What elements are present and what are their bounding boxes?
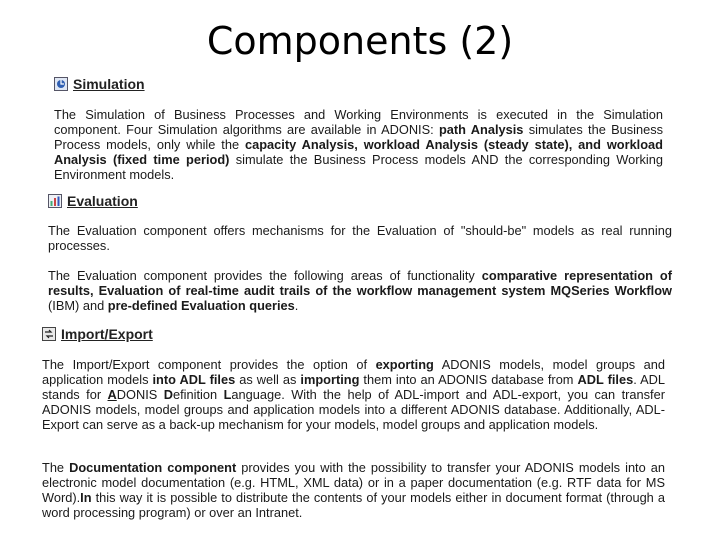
simulation-icon: [54, 77, 68, 91]
simulation-paragraph: The Simulation of Business Processes and Working Environments is executed in the Simulation component. Four Simulation algorithms are available in ADONIS: path Analysis simulates the Business Process models, only while the capacity Analysis, workload Analysis (steady state), and workload Analysis (fixed time period) simulate the Business Process models AND the corresponding Working Environment models.: [54, 107, 664, 182]
evaluation-heading: [48, 193, 138, 209]
import-export-heading: [42, 326, 153, 342]
evaluation-paragraph-1: The Evaluation component offers mechanisms for the Evaluation of "should-be" models as real running processes.: [48, 223, 672, 253]
evaluation-paragraph-2: The Evaluation component provides the following areas of functionality comparative representation of results, Evaluation of real-time audit trails of the workflow management system MQSeries Workflow (IBM) and pre-defined Evaluation queries.: [48, 268, 672, 313]
documentation-paragraph: The Documentation component provides you with the possibility to transfer your ADONIS models into an electronic model documentation (e.g. HTML, XML data) or in a paper documentation (e.g. RTF data for MS Word).In this way it is possible to distribute the contents of your models either in document format (through a word processing program) or over an Intranet.: [42, 460, 665, 520]
slide-title: Components (2): [206, 19, 514, 63]
simulation-heading: [54, 76, 145, 92]
simulation-heading-label: Simulation: [73, 76, 145, 92]
import-export-paragraph: The Import/Export component provides the option of exporting ADONIS models, model groups and application models into ADL files as well as importing them into an ADONIS database from ADL files. ADL stands for ADONIS Definition Language. With the help of ADL-import and ADL-export, you can transfer ADONIS models, model groups and application models into a different ADONIS database. Additionally, ADL-Export can serve as a back-up mechanism for your models, model groups and application models.: [42, 357, 665, 432]
import-export-icon: [42, 327, 56, 341]
evaluation-heading-label: Evaluation: [67, 193, 138, 209]
import-export-heading-label: Import/Export: [61, 326, 153, 342]
evaluation-icon: [48, 194, 62, 208]
